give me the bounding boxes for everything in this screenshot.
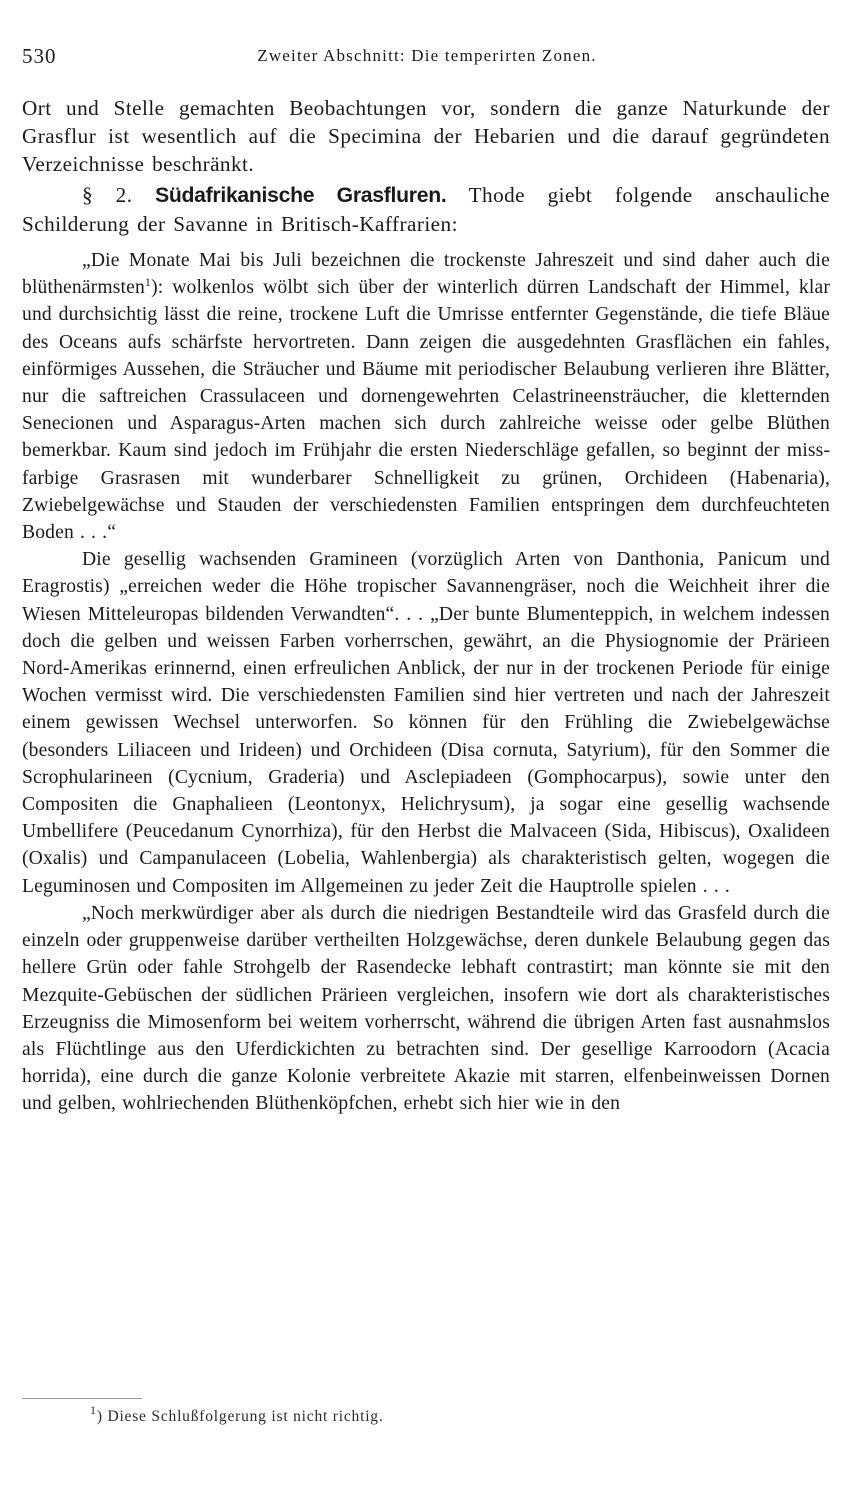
footnote-text: ) Diese Schlußfolgerung ist nicht richtig. <box>96 1408 384 1425</box>
section-heading: Südafrikanische Grasfluren. <box>155 183 447 207</box>
quote-paragraph-3: „Noch merkwürdiger aber als durch die niedrigen Bestandteile wird das Grasfeld durch die einzeln oder gruppenweise darüber vertheilten Holzgewächse, deren dunkele Belaubung gegen das hellere Grün oder fahle Strohgelb der Rasendecke lebhaft contrastirt; man könnte sie mit den Mezquite-Gebüschen der südlichen Prärieen vergleichen, insofern wie dort als charakteristisches Erzeugniss die Mimosenform bei weitem vorherrscht, während die übrigen Arten fast ausnahmslos als Flüchtlinge aus den Uferdickichten zu betrachten sind. Der gesellige Karroodorn (Acacia horrida), eine durch die ganze Kolonie verbreitete Akazie mit starren, elfenbeinweissen Dornen und gelben, wohlriechenden Blüthenköpfchen, erhebt sich hier wie in den <box>22 902 830 1115</box>
running-header <box>22 44 832 74</box>
footnote-marker: 1 <box>90 1403 97 1417</box>
quote1-text-b: ): wolkenlos wölbt sich über der winterlich dürren Landschaft der Himmel, klar und durchsichtig lässt die reine, trockene Luft die Umrisse entfernter Gegenstände, die tiefe Bläue des Oceans aufs schärfste hervortreten. Dann zeigen die ausgedehnten Grasflächen ein fahles, einförmiges Aussehen, die Sträucher und Bäume mit periodischer Belaubung verlieren ihre Blätter, nur die saftreichen Crassulaceen und dornengewehrten Celastrineensträucher, die kletternden Senecionen und Asparagus-Arten machen sich durch zahlreiche weisse oder gelbe Blüthen bemerkbar. Kaum sind jedoch im Frühjahr die ersten Niederschläge gefallen, so beginnt der missfarbige Grasrasen mit wunderbarer Schnelligkeit zu grünen, Orchideen (Habenaria), Zwiebelgewächse und Stauden der verschiedensten Familien entspringen dem durchfeuchteten Boden . . .“ <box>22 277 830 544</box>
intro-paragraph: Ort und Stelle gemachten Beobachtungen vor, sondern die ganze Naturkunde der Grasflur ist wesentlich auf die Specimina der Hebarien und die darauf gegründeten Verzeichnisse beschränkt. <box>22 96 830 177</box>
section-text: Thode giebt folgende anschauliche Schilderung der Savanne in Britisch-Kaffrarien: <box>22 182 830 236</box>
section-paragraph <box>22 181 830 238</box>
footnote-divider <box>22 1398 142 1399</box>
body-text <box>22 94 830 1118</box>
running-title: Zweiter Abschnitt: Die temperirten Zonen. <box>257 46 597 65</box>
quote-paragraph-1 <box>22 247 830 546</box>
footnote-reference: 1 <box>144 275 152 290</box>
quote1-text-a: „Die Monate Mai bis Juli bezeichnen die trockenste Jahreszeit und sind daher auch die blüthenärmsten <box>22 250 830 299</box>
quote-paragraph-2: Die gesellig wachsenden Gramineen (vorzüglich Arten von Danthonia, Panicum und Eragrostis) „erreichen weder die Höhe tropischer Savannengräser, noch die Weichheit ihrer die Wiesen Mitteleuropas bildenden Verwandten“. . . „Der bunte Blumenteppich, in welchem indessen doch die gelben und weissen Farben vorherrschen, gewährt, an die Physiognomie der Prärieen Nord-Amerikas erinnernd, einen erfreulichen Anblick, der nur in der trockenen Periode für einige Wochen vermisst wird. Die verschiedensten Familien sind hier vertreten und nach der Jahreszeit einem gewissen Wechsel unterworfen. So können für den Frühling die Zwiebelgewächse (besonders Liliaceen und Irideen) und Orchideen (Disa cornuta, Satyrium), für den Sommer die Scrophularineen (Cycnium, Graderia) und Asclepiadeen (Gomphocarpus), sowie unter den Compositen die Gnaphalieen (Leontonyx, Helichrysum), ja sogar eine gesellig wachsende Umbellifere (Peucedanum Cynorrhiza), für den Herbst die Malvaceen (Sida, Hibiscus), Oxalideen (Oxalis) und Campanulaceen (Lobelia, Wahlenbergia) als charakteristisch gelten, wogegen die Leguminosen und Compositen im Allgemeinen zu jeder Zeit die Hauptrolle spielen . . . <box>22 549 830 897</box>
page-number: 530 <box>22 44 57 68</box>
footnote <box>90 1403 384 1426</box>
section-number: § 2. <box>82 182 133 207</box>
